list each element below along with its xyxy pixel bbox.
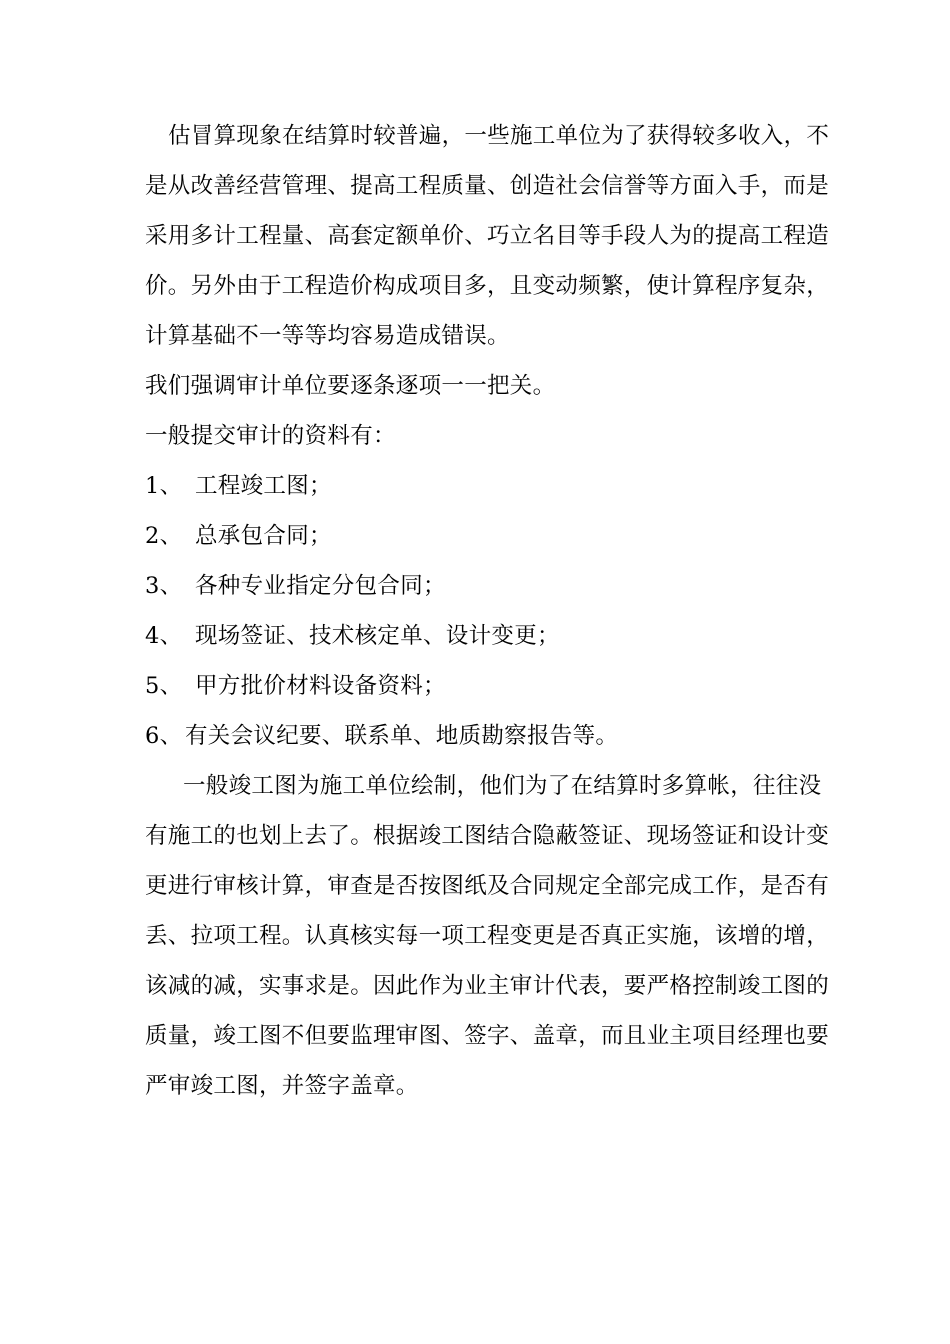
paragraph-1-line-5: 计算基础不一等等均容易造成错误。 — [145, 323, 510, 349]
list-item-number: 3、 — [145, 573, 183, 599]
paragraph-2-line-7: 严审竣工图，并签字盖章。 — [145, 1073, 419, 1099]
paragraph-1-line-3: 采用多计工程量、高套定额单价、巧立名目等手段人为的提高工程造 — [145, 223, 830, 249]
list-item-text: 有关会议纪要、联系单、地质勘察报告等。 — [185, 723, 619, 749]
list-item-number: 4、 — [145, 623, 183, 649]
paragraph-2-line-1: 一般竣工图为施工单位绘制，他们为了在结算时多算帐，往往没 — [183, 773, 822, 799]
paragraph-1-line-1: 估冒算现象在结算时较普遍，一些施工单位为了获得较多收入，不 — [168, 123, 830, 149]
list-item — [145, 671, 810, 701]
paragraph-2-line-5: 该减的减，实事求是。因此作为业主审计代表，要严格控制竣工图的 — [145, 973, 830, 999]
list-item-number: 1、 — [145, 473, 183, 499]
paragraph-2-line-3: 更进行审核计算，审查是否按图纸及合同规定全部完成工作，是否有 — [145, 873, 830, 899]
emphasis-line: 我们强调审计单位要逐条逐项一一把关。 — [145, 373, 556, 399]
paragraph-2-line-2: 有施工的也划上去了。根据竣工图结合隐蔽签证、现场签证和设计变 — [145, 823, 830, 849]
list-item-text: 甲方批价材料设备资料； — [195, 673, 446, 699]
list-item — [145, 621, 810, 651]
list-item-number: 5、 — [145, 673, 183, 699]
list-item-text: 工程竣工图； — [195, 473, 332, 499]
paragraph-1-line-4: 价。另外由于工程造价构成项目多，且变动频繁，使计算程序复杂， — [145, 273, 830, 299]
materials-intro: 一般提交审计的资料有： — [145, 423, 396, 449]
list-item — [145, 721, 810, 751]
list-item — [145, 471, 810, 501]
list-item-number: 2、 — [145, 523, 183, 549]
list-item-text: 现场签证、技术核定单、设计变更； — [195, 623, 560, 649]
list-item-text: 各种专业指定分包合同； — [195, 573, 446, 599]
list-item — [145, 571, 810, 601]
list-item-number: 6、 — [145, 723, 183, 749]
paragraph-2-line-4: 丢、拉项工程。认真核实每一项工程变更是否真正实施，该增的增， — [145, 923, 830, 949]
paragraph-2-line-6: 质量，竣工图不但要监理审图、签字、盖章，而且业主项目经理也要 — [145, 1023, 830, 1049]
paragraph-1-line-2: 是从改善经营管理、提高工程质量、创造社会信誉等方面入手，而是 — [145, 173, 830, 199]
list-item — [145, 521, 810, 551]
list-item-text: 总承包合同； — [195, 523, 332, 549]
